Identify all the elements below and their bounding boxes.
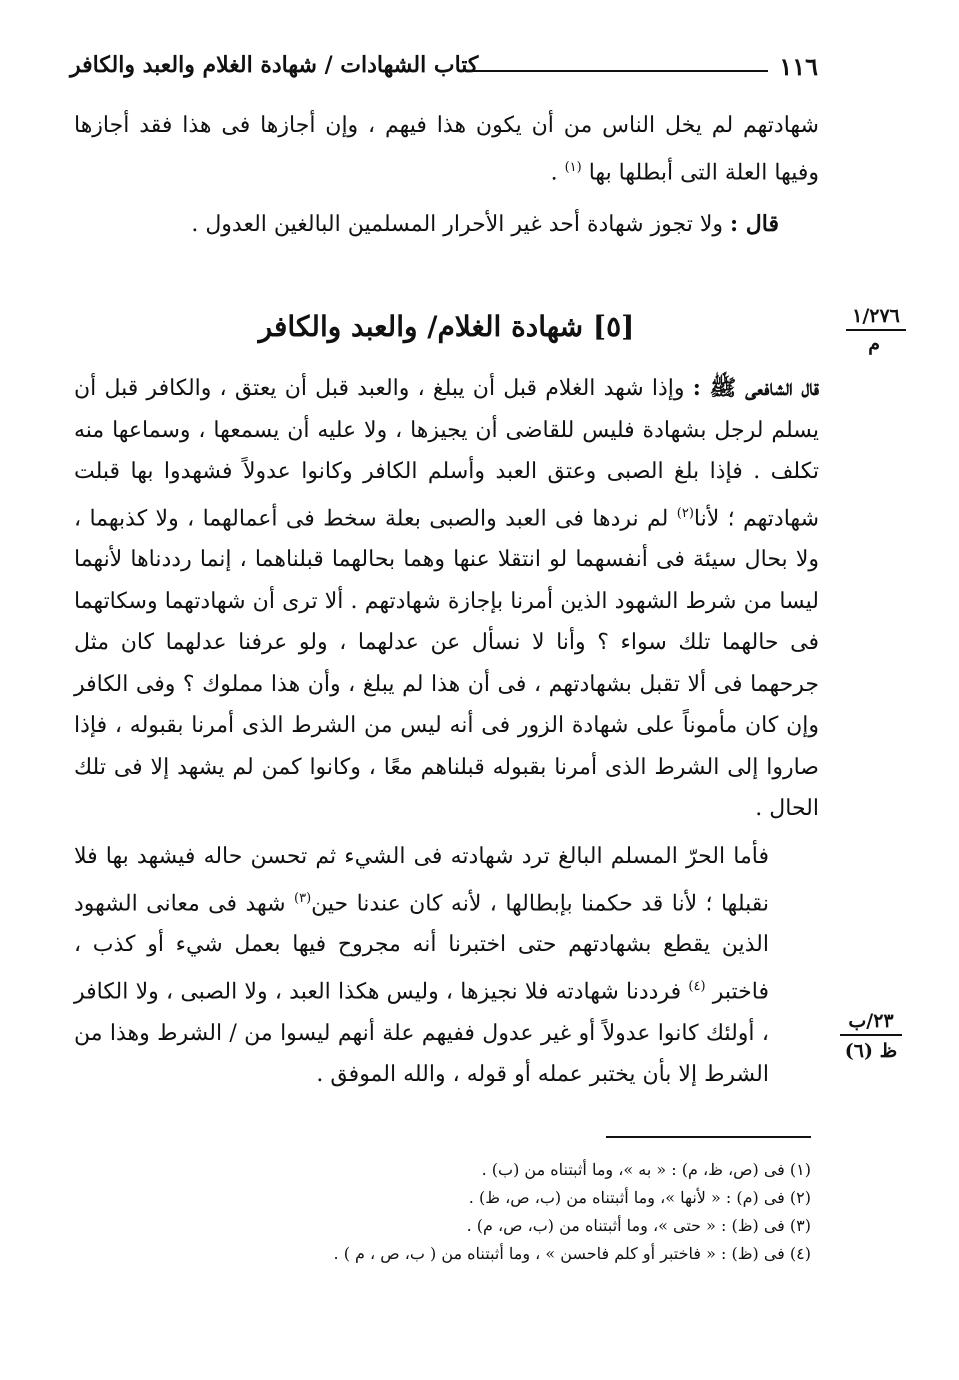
top-paragraph bbox=[74, 105, 819, 193]
footnote-ref-4: (٤) bbox=[688, 978, 706, 994]
main-paragraph-text-b: لم نردها فى العبد والصبى بعلة سخط فى أعمالهما ، ولا كذبهما ، ولا بحال سيئة فى أنفسهما لو انتقلا عنها وهما بحالهما قبلناهما ، إنما رددناها لأنهما ليسا من شرط الشهود الذين أمرنا بإجازة شهادتهم . ألا ترى أن شهادتهما وسكاتهما فى حالهما تلك سواء ؟ وأنا لا نسأل عن عدلهما ، ولو عرفنا عدلهما كان مثل جرحهما فى ألا تقبل بشهادتهم ، فى أن هذا لم يبلغ ، وأن هذا مملوك ؟ وفى الكافر وإن كان مأموناً على شهادة الزور فى أنه ليس من الشرط الذى أمرنا بقبوله ، فإذا صاروا إلى الشرط الذى أمرنا بقبوله قبلناهم معًا ، وكانوا كمن لم يشهد إلا فى تلك الحال . bbox=[74, 505, 819, 822]
main-paragraph bbox=[74, 368, 819, 830]
footnote-ref-2: (٢) bbox=[676, 505, 694, 521]
page-number: ١١٦ bbox=[779, 52, 818, 81]
margin-note-folio-2 bbox=[840, 1010, 902, 1062]
margin-note-1-ref: ١/٢٧٦ bbox=[846, 305, 906, 331]
qala-line bbox=[79, 204, 779, 246]
second-paragraph-text-b: شهد فى معانى الشهود الذين يقطع بشهادتهم حتى اختبرنا أنه مجروح فيها بعمل شيء أو كذب ، فاختبر bbox=[74, 890, 770, 1005]
margin-note-2-ref: ٢٣/ب bbox=[840, 1010, 902, 1036]
main-paragraph-text-a: وإذا شهد الغلام قبل أن يبلغ ، والعبد قبل أن يعتق ، والكافر قبل أن يسلم لرجل بشهادة فليس للقاضى أن يجيزها ، ولا عليه أن يسمعها ، وسماعها منه تكلف . فإذا بلغ الصبى وعتق العبد وأسلم الكافر وكانوا عدولاً فشهدوا بها قبلت شهادتهم ؛ لأنا bbox=[74, 376, 820, 531]
footnote-3: (٣) فى (ظ) : « حتى »، وما أثبتناه من (ب، ص، م) . bbox=[466, 1216, 811, 1235]
footnote-ref-1: (١) bbox=[564, 159, 582, 175]
top-paragraph-end: . bbox=[550, 159, 558, 185]
footnote-2: (٢) فى (م) : « لأنها »، وما أثبتناه من (ب، ص، ظ) . bbox=[468, 1188, 811, 1207]
footnotes bbox=[111, 1156, 811, 1268]
footnote-4: (٤) فى (ظ) : « فاختبر أو كلم فاحسن » ، وما أثبتناه من ( ب، ص ، م ) . bbox=[333, 1244, 811, 1263]
second-paragraph-text-c: فرددنا شهادته فلا نجيزها ، وليس هكذا العبد ، ولا الصبى ، ولا الكافر ، أولئك كانوا عدولاً أو غير عدول ففيهم علة أنهم ليسوا من / الشرط وهذا من الشرط إلا بأن يختبر عمله أو قوله ، والله الموفق . bbox=[74, 979, 769, 1088]
margin-note-folio-1 bbox=[846, 305, 906, 355]
footnote-ref-3: (٣) bbox=[294, 890, 312, 906]
top-paragraph-text: شهادتهم لم يخل الناس من أن يكون هذا فيهم ، وإن أجازها فى هذا فقد أجازها وفيها العلة التى أبطلها بها bbox=[74, 113, 819, 185]
section-title: [٥] شهادة الغلام/ والعبد والكافر bbox=[258, 310, 635, 343]
qala-text: ولا تجوز شهادة أحد غير الأحرار المسلمين البالغين العدول . bbox=[191, 212, 724, 237]
running-title: كتاب الشهادات / شهادة الغلام والعبد والكافر bbox=[70, 52, 479, 78]
footnote-rule bbox=[606, 1136, 811, 1138]
footnote-1: (١) فى (ص، ظ، م) : « به »، وما أثبتناه من (ب) . bbox=[481, 1160, 811, 1179]
qala-lead: قال : bbox=[730, 211, 779, 237]
margin-note-1-siglum: م bbox=[868, 333, 880, 355]
second-paragraph-text-a: فأما الحرّ المسلم البالغ ترد شهادته فى الشيء ثم تحسن حاله فيشهد بها فلا نقبلها ؛ لأنا قد حكمنا بإبطالها ، لأنه كان عندنا حين bbox=[74, 844, 769, 916]
header-rule bbox=[473, 70, 768, 72]
second-paragraph bbox=[74, 836, 819, 1096]
margin-note-2-siglum: ظ (٦) bbox=[844, 1040, 898, 1062]
running-header bbox=[70, 50, 818, 90]
main-paragraph-lead: قال الشافعى ﷺ : bbox=[692, 375, 820, 401]
